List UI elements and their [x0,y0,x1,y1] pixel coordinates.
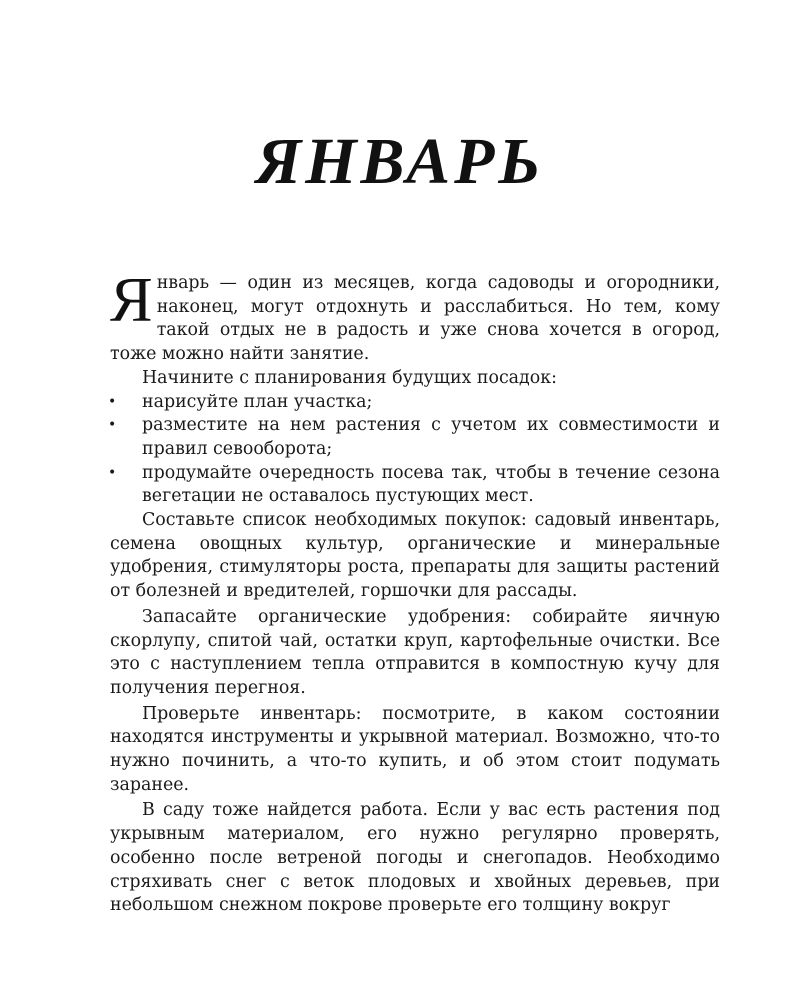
bullet-icon: • [108,464,117,481]
list-item [110,391,720,415]
chapter-title: ЯНВАРЬ [255,125,545,198]
list-item [110,414,720,461]
list-item [110,462,720,509]
drop-cap-letter: Я [110,264,153,335]
intro-paragraph-text: нварь — один из месяцев, когда садоводы и огородники, наконец, могут отдохнуть и расслабиться. Но тем, кому такой отдых не в радость и уже снова хочется в огород, тоже можно найти занятие. [110,273,720,365]
intro-paragraph [110,264,720,367]
list-item-text: разместите на нем растения с учетом их совместимости и правил севооборота; [142,415,720,459]
bullet-icon: • [108,393,117,410]
shopping-paragraph: Составьте список необходимых покупок: садовый инвентарь, семена овощных культур, органические и минеральные удобрения, стимуляторы роста, препараты для защиты растений от болезней и вредителей, горшочки для рассады. [110,510,720,602]
chapter-body [108,264,720,918]
fertilizer-paragraph: Запасайте органические удобрения: собирайте яичную скорлупу, спитой чай, остатки круп, картофельные очистки. Все это с наступлением тепла отправится в компостную кучу для получения перегноя. [110,606,720,698]
list-item-text: продумайте очередность посева так, чтобы в течение сезона вегетации не оставалось пустующих мест. [142,462,720,507]
planning-list [110,391,720,510]
garden-work-paragraph: В саду тоже найдется работа. Если у вас есть растения под укрывным материалом, его нужно регулярно проверять, особенно после ветреной погоды и снегопадов. Необходимо стряхивать снег с веток плодовых и хвойных деревьев, при небольшом снежном покрове проверьте его толщину вокруг [110,800,720,916]
bullet-icon: • [108,417,117,434]
planning-paragraph: Начините с планирования будущих посадок: [142,367,557,388]
inventory-paragraph: Проверьте инвентарь: посмотрите, в каком состоянии находятся инструменты и укрывной материал. Возможно, что-то нужно починить, а что-то купить, и об этом стоит подумать заранее. [110,703,720,795]
list-item-text: нарисуйте план участка; [142,391,373,412]
